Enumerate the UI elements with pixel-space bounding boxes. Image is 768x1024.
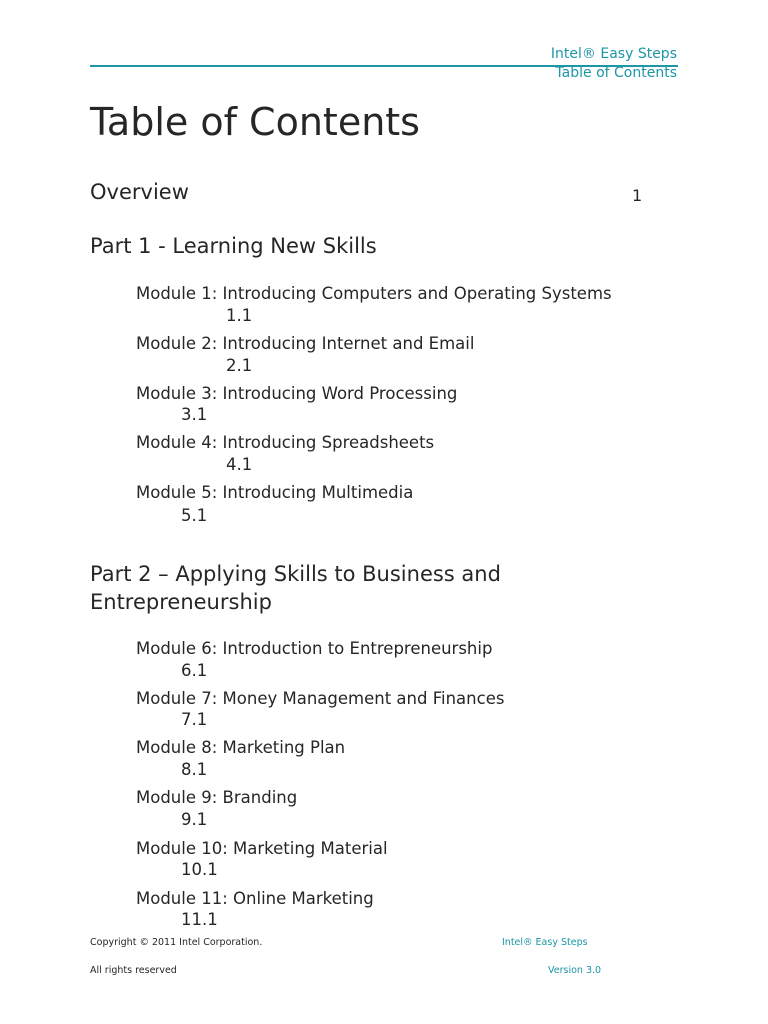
module-7-page: 7.1 [181, 710, 208, 729]
module-4-title: Module 4: Introducing Spreadsheets [136, 433, 435, 452]
footer-product: Intel® Easy Steps [502, 937, 588, 948]
module-6-title: Module 6: Introduction to Entrepreneurship [136, 639, 493, 658]
module-8-page: 8.1 [181, 760, 208, 779]
footer-rights: All rights reserved [90, 965, 177, 976]
overview-page-number: 1 [632, 186, 643, 205]
header-product: Intel® Easy Steps [550, 46, 677, 62]
footer-version: Version 3.0 [548, 965, 602, 976]
module-9-page: 9.1 [181, 810, 208, 829]
footer-copyright: Copyright © 2011 Intel Corporation. [90, 937, 263, 948]
module-11-page: 11.1 [181, 910, 218, 929]
module-3-page: 3.1 [181, 405, 208, 424]
module-11-title: Module 11: Online Marketing [136, 889, 374, 908]
page-title: Table of Contents [90, 100, 420, 144]
part-2-heading-line2: Entrepreneurship [90, 590, 272, 614]
module-9-title: Module 9: Branding [136, 788, 298, 807]
module-3-title: Module 3: Introducing Word Processing [136, 384, 458, 403]
module-2-title: Module 2: Introducing Internet and Email [136, 334, 475, 353]
module-1-title: Module 1: Introducing Computers and Operating Systems [136, 284, 612, 303]
module-7-title: Module 7: Money Management and Finances [136, 689, 505, 708]
module-10-page: 10.1 [181, 860, 218, 879]
module-5-page: 5.1 [181, 506, 208, 525]
part-1-heading: Part 1 - Learning New Skills [90, 234, 377, 258]
module-5-title: Module 5: Introducing Multimedia [136, 483, 414, 502]
header-section: Table of Contents [555, 65, 677, 81]
module-10-title: Module 10: Marketing Material [136, 839, 388, 858]
module-1-page: 1.1 [226, 306, 253, 325]
overview-heading: Overview [90, 180, 189, 204]
module-4-page: 4.1 [226, 455, 253, 474]
part-2-heading-line1: Part 2 – Applying Skills to Business and [90, 562, 501, 586]
module-8-title: Module 8: Marketing Plan [136, 738, 346, 757]
module-2-page: 2.1 [226, 356, 253, 375]
module-6-page: 6.1 [181, 661, 208, 680]
